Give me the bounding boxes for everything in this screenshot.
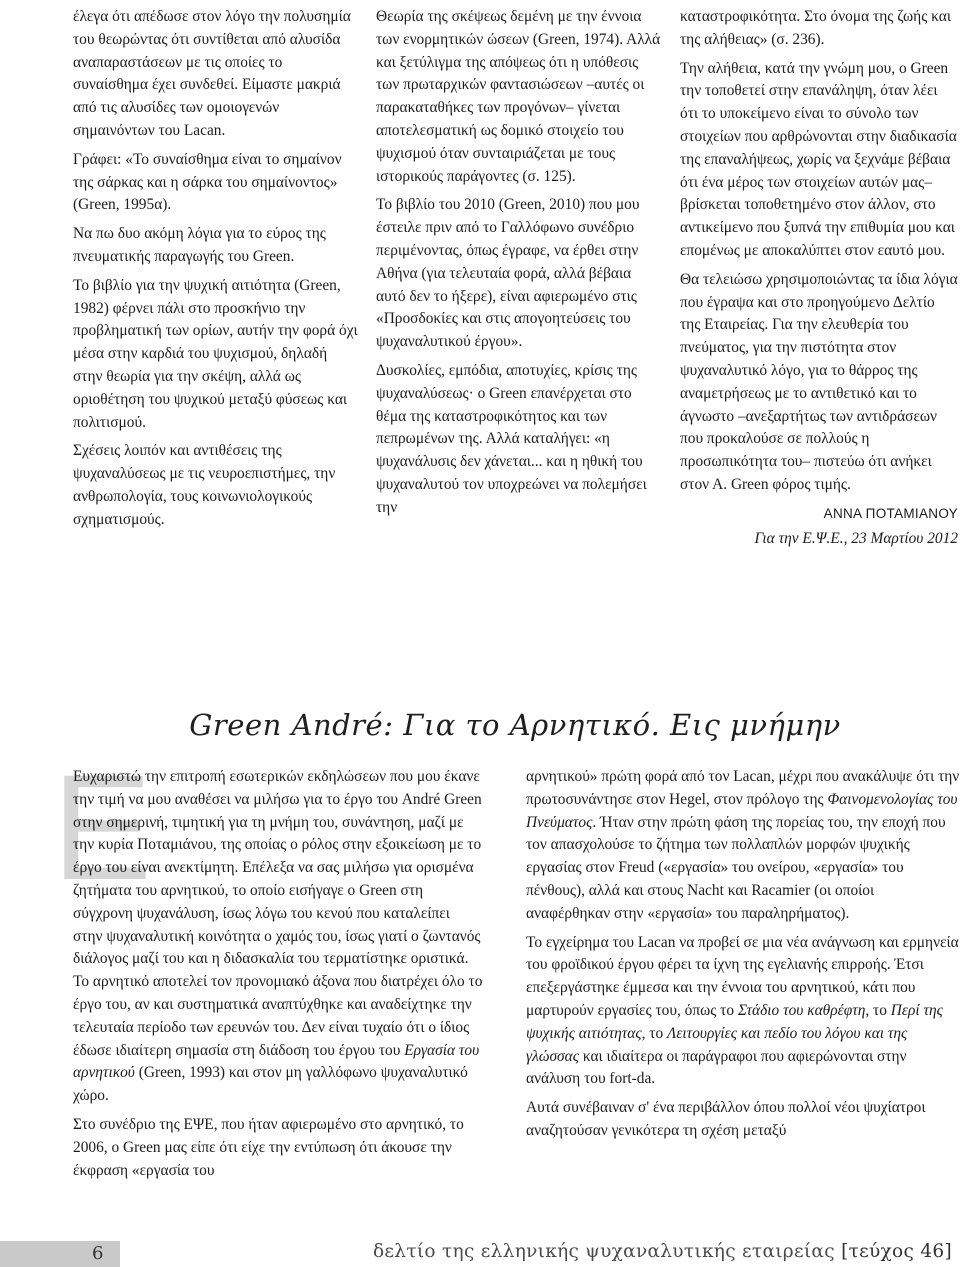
paragraph: Αυτά συνέβαιναν σ' ένα περιβάλλον όπου πολλοί νέοι ψυχίατροι αναζητούσαν γενικότερα τη σχέση μεταξύ <box>526 1099 926 1139</box>
paragraph: Θεωρία της σκέψεως δεμένη με την έννοια των ενορμητικών ώσεων (Green, 1974). Αλλά και ξετύλιγμα της απόψεως ότι η υπόθεσις των πρωταρχικών φαντασιώσεων –αυτές οι παρακαταθήκες των προγόνων– γίνεται αποτελεσματική ως δομικό στοιχείο του ψυχισμού όταν συνταιριάζεται με τους ιστορικούς παράγοντες (σ. 125). <box>376 8 661 185</box>
work-title: Στάδιο του καθρέφτη <box>737 1001 866 1019</box>
paragraph: έλεγα ότι απέδωσε στον λόγο την πολυσημία του θεωρώντας ότι συντίθεται από αλυσίδα αναπαραστάσεων με τις οποίες το συναίσθημα έχει συνδεθεί. Είμαστε μακριά από τις αλυσίδες των ομοιογενών σημαινόντων του Lacan. <box>73 8 351 139</box>
paragraph: Να πω δυο ακόμη λόγια για το εύρος της πνευματικής παραγωγής του Green. <box>73 225 326 265</box>
work-title: Λειτουργίες και πεδίο του λόγου και της γλώσσας <box>526 1024 908 1065</box>
article-column-left <box>73 766 483 1188</box>
paragraph: Γράφει: «Το συναίσθημα είναι το σημαίνον της σάρκας και η σάρκα του σημαίνοντος» (Green, 1995α). <box>73 150 342 214</box>
paragraph: Στο συνέδριο της ΕΨΕ, που ήταν αφιερωμένο στο αρνητικό, το 2006, ο Green μας είπε ότι είχε την εντύπωση ότι άκουσε την έκφραση «εργασία του <box>73 1115 464 1179</box>
article-title: Green André: Για το Αρνητικό. Εις μνήμην <box>189 708 841 742</box>
paragraph <box>526 766 960 926</box>
text-run: Ευχαριστώ την επιτροπή εσωτερικών εκδηλώσεων που μου έκανε την τιμή να μου αναθέσει να μιλήσω για το έργο του André Green στην σημερινή, τιμητική για τη μνήμη του, συνάντηση, μαζί με την κυρία Ποταμιάνου, της οποίας ο ρόλος στην εξοικείωση με το έργο του είναι ανεκτίμητη. Επέλεξα να σας μιλήσω για ορισμένα ζητήματα του αρνητικού, το οποίο εισήγαγε ο Green στη σύγχρονη ψυχανάλυση, ίσως λόγω του κενού που καταλείπει στην ψυχαναλυτική κοινότητα ο χαμός του, ίσως γιατί ο ζωντανός διάλογος μαζί του και η διδασκαλία του τερματίστηκε οριστικά. Το αρνητικό αποτελεί τον προνομιακό άξονα που διατρέχει όλο το έργο του, αν και συστηματικά αναπτύχθηκε και αναδείχτηκε την τελευταία περίοδο των ερευνών του. Δεν είναι τυχαίο ότι ο ίδιος έδωσε ιδιαίτερη σημασία στη διάδοση του έργου του <box>73 768 483 1059</box>
column-middle <box>376 6 661 526</box>
column-left <box>73 6 358 538</box>
drop-cap: E <box>52 743 153 911</box>
paragraph <box>526 932 960 1092</box>
paragraph: Δυσκολίες, εμπόδια, αποτυχίες, κρίσις της ψυχαναλύσεως· ο Green επανέρχεται στο θέμα της καταστροφικότητος και των πεπρωμένων της. Αλλά καταλήγει: «η ψυχανάλυσις δεν χάνεται... και η ηθική του ψυχαναλυτού τον υποχρεώνει να πολεμήσει την <box>376 361 647 516</box>
text-run: αρνητικού» πρώτη φορά από τον Lacan, μέχρι που ανακάλυψε ότι την πρωτοσυνάντησε στον Hegel, στον πρόλογο της <box>526 768 960 808</box>
work-title: Περί της ψυχικής αιτιότητας <box>526 1001 943 1042</box>
paragraph: Θα τελειώσω χρησιμοποιώντας τα ίδια λόγια που έγραψα και στο προηγούμενο Δελτίο της Εταιρείας. Για την ελευθερία του πνεύματος, για την πιστότητα στον ψυχαναλυτικό λόγο, για το θάρρος της αναμετρήσεως με το αντιθετικό και το άγνωστο –ανεξαρτήτως των αντιδράσεων που προκαλούσε σε πολλούς η προσωπικότητα του– πιστεύω ότι ανήκει στον Α. Green φόρος τιμής. <box>680 270 958 493</box>
journal-issue: [τεύχος 46] <box>841 1241 952 1262</box>
paragraph: καταστροφικότητα. Στο όνομα της ζωής και της αλήθειας» (σ. 236). <box>680 8 951 48</box>
book-title: Εργασία του αρνητικού <box>73 1041 480 1082</box>
signature-date: Για την Ε.Ψ.Ε., 23 Μαρτίου 2012 <box>754 529 958 547</box>
paragraph: Την αλήθεια, κατά την γνώμη μου, ο Green την τοποθετεί στην επανάληψη, όταν λέει ότι το υποκείμενο είναι το σύνολο των στοιχείων που αρθρώνονται στην διαδικασία της επαναλήψεως, χωρίς να ξεχνάμε βέβαια ότι ένα μέρος των στοιχείων αυτών μας– βρίσκεται τοποθετημένο στον άλλον, στο αντικείμενο που ξυπνά την επιθυμία μου και επομένως με αποκαλύπτει στον εαυτό μου. <box>680 59 957 259</box>
journal-title: δελτίο της ελληνικής ψυχαναλυτικής εταιρείας <box>372 1241 835 1262</box>
text-run: (Green, 1993) και στον μη γαλλόφωνο ψυχαναλυτικό χώρο. <box>73 1064 468 1105</box>
text-run: , το <box>865 1001 891 1019</box>
paragraph: Το βιβλίο του 2010 (Green, 2010) που μου έστειλε πριν από το Γαλλόφωνο συνέδριο περιμένοντας, όπως έγραφε, να έρθει στην Αθήνα (για τελευταία φορά, αλλά βέβαια αυτό δεν το ήξερε), είναι αφιερωμένο στις «Προσδοκίες και στις απογοητεύσεις του ψυχαναλυτικού έργου». <box>376 196 640 351</box>
paragraph: Το βιβλίο για την ψυχική αιτιότητα (Green, 1982) φέρνει πάλι στο προσκήνιο την προβληματική των ορίων, αυτήν την φορά όχι μέσα στην καρδιά του ψυχισμού, δηλαδή στην θεωρία για την σκέψη, αλλά ως οριοθέτηση του ψυχικού μεταξύ φύσεως και πολιτισμού. <box>73 276 358 431</box>
author-signature: ΑΝΝΑ ΠΟΤΑΜΙΑΝΟΥ <box>823 505 958 521</box>
text-run: και ιδιαίτερα οι παράγραφοι που αφιερώνονται στην ανάλυση του fort-da. <box>526 1047 907 1088</box>
paragraph: Σχέσεις λοιπόν και αντιθέσεις της ψυχαναλύσεως με τις νευροεπιστήμες, την ανθρωπολογία, τους κοινωνιολογικούς σχηματισμούς. <box>73 442 336 528</box>
paragraph <box>73 766 483 1108</box>
journal-name <box>373 1241 952 1262</box>
book-title: Φαινομενολογίας του Πνεύματος <box>526 790 958 831</box>
text-run: . Ήταν στην πρώτη φάση της πορείας του, την εποχή που τον απασχολούσε το ζήτημα των πολλαπλών μορφών ψυχικής εργασίας στον Freud («εργασία» του ονείρου, «εργασία» του πένθους), αλλά και στους Nacht και Racamier (οι οποίοι αναφέρθηκαν στην «εργασία» του παραληρήματος). <box>526 813 946 922</box>
page-number: 6 <box>92 1243 104 1264</box>
article-column-right <box>526 766 960 1149</box>
text-run: , το <box>641 1024 668 1042</box>
column-right <box>680 6 958 556</box>
text-run: Το εγχείρημα του Lacan να προβεί σε μια νέα ανάγνωση και ερμηνεία του φροϊδικού έργου φέρει τα ίχνη της εγελιανής επιρροής. Έτσι επεξεργάστηκε έμμεσα και την έννοια του αρνητικού, κάτι που μαρτυρούν εργασίες του, όπως το <box>526 933 959 1019</box>
